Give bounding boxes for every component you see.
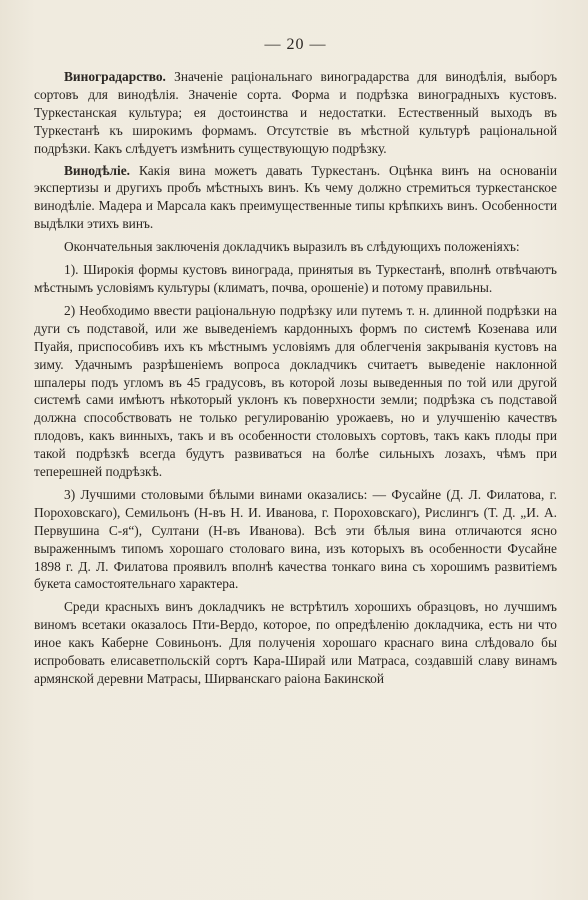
paragraph-point-1: 1). Широкія формы кустовъ винограда, принятыя въ Туркестанѣ, вполнѣ отвѣчаютъ мѣстнымъ условіямъ культуры (климатъ, почва, орошеніе) и потому правильны.: [34, 262, 557, 295]
page-number: — 20 —: [264, 36, 327, 53]
paragraph-point-2: 2) Необходимо ввести раціональную подрѣзку или путемъ т. н. длинной подрѣзки на дуги съ подставой, или же выведеніемъ кардонныхъ формъ по системѣ Козенава или Пуайя, приспособивъ ихъ къ мѣстнымъ условіямъ для облегченія закрыванія кустовъ на зиму. Удачнымъ разрѣшеніемъ вопроса докладчикъ считаетъ выведеніе наклонной шпалеры подъ угломъ въ 45 градусовъ, въ которой лозы выведенныя по той или другой системѣ сами имѣютъ нѣкоторый уклонъ къ поверхности земли; подрѣзка съ подставой должна способствовать не только регулированію урожаевъ, но и улучшенію качествъ плодовъ, какъ винныхъ, такъ и въ особенности столовыхъ сортовъ, такъ какъ плоды при такой подрѣзкѣ всегда будутъ развиваться на болѣе сильныхъ лозахъ, чѣмъ при теперешней подрѣзкѣ.: [34, 302, 557, 480]
section-text: Значеніе раціональнаго виноградарства для винодѣлія, выборъ сортовъ для винодѣлія. Значеніе сорта. Форма и подрѣзка виноградныхъ кустовъ. Туркестанская культура; ея достоинства и недостатки. Естественный выходъ въ Туркестанѣ къ широкимъ формамъ. Отсутствіе въ мѣстной культурѣ раціональной подрѣзки. Какъ слѣдуетъ измѣнить существующую подрѣзку.: [34, 69, 557, 156]
section-heading: Винодѣліе.: [64, 162, 131, 178]
section-viticulture: [34, 68, 557, 158]
section-winemaking: [34, 162, 557, 234]
section-text: Какія вина можетъ давать Туркестанъ. Оцѣнка винъ на основаніи экспертизы и другихъ пробъ мѣстныхъ винъ. Къ чему должно стремиться туркестанское винодѣліе. Мадера и Марсала какъ преимущественные типы крѣпкихъ винъ. Особенности выдѣлки этихъ винъ.: [34, 162, 557, 232]
paragraph-point-3: 3) Лучшими столовыми бѣлыми винами оказались: — Фусайне (Д. Л. Филатова, г. Пороховскаго), Семильонъ (Н-въ Н. И. Иванова, г. Пороховскаго), Рислингъ (Т. Д. „И. А. Первушина С-я“), Султани (Н-въ Иванова). Всѣ эти бѣлыя вина отличаются ясно выраженнымъ типомъ хорошаго столоваго вина, изъ которыхъ въ особенности Фусайне 1898 г. Д. Л. Филатова проявилъ вполнѣ качества тонкаго вина съ хорошимъ развитіемъ букета самостоятельнаго характера.: [34, 486, 557, 592]
section-heading: Виноградарство.: [64, 69, 166, 84]
paragraph-red-wines: Среди красныхъ винъ докладчикъ не встрѣтилъ хорошихъ образцовъ, но лучшимъ виномъ всетаки оказалось Пти-Вердо, которое, по опредѣленію докладчика, есть ни что иное какъ Каберне Совиньонъ. Для полученія хорошаго краснаго вина слѣдовало бы испробовать елисаветпольскій сортъ Кара-Ширай или Матраса, создавшій славу винамъ армянской деревни Матрасы, Ширванскаго раіона Бакинской: [34, 599, 557, 686]
paragraph-conclusions-intro: Окончательныя заключенія докладчикъ выразилъ въ слѣдующихъ положеніяхъ:: [64, 239, 520, 255]
